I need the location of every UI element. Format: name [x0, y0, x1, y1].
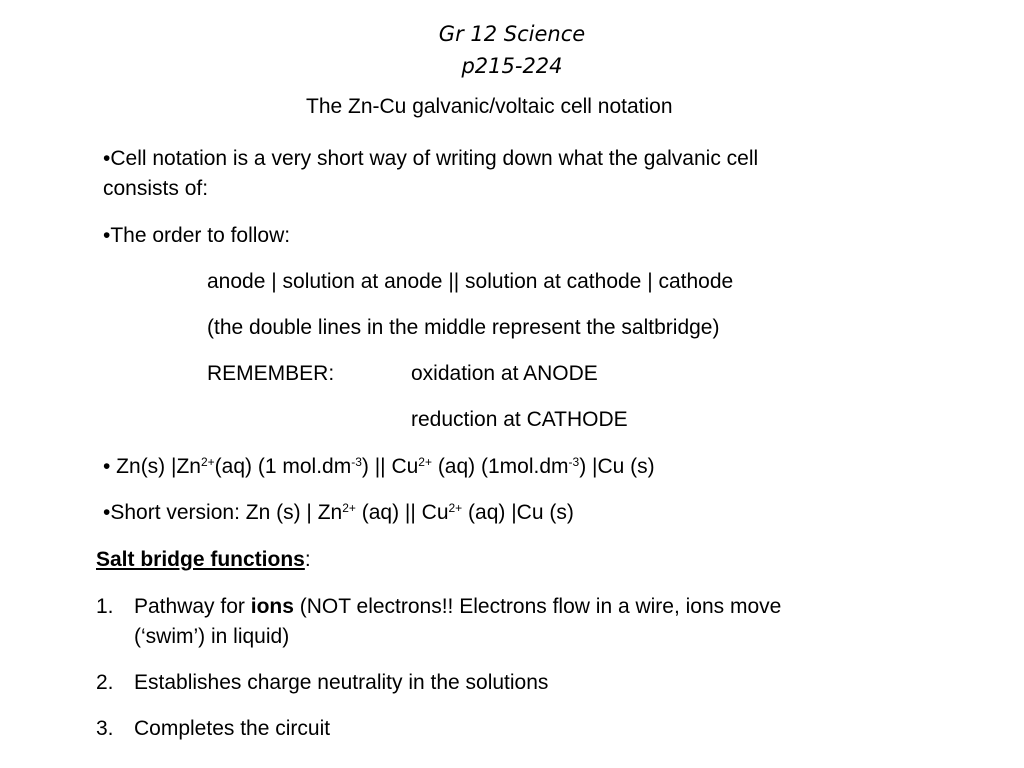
cell-notation-full: • Zn(s) $|Zn^{2+}(aq)$ (1 $mol.dm^{-3}$) || $Cu^{2+}$ (aq) $(1mol.dm^{-3})$ |Cu (s) [103, 455, 655, 478]
salt-bridge-heading: Salt bridge functions: [96, 548, 311, 571]
header-course: Gr 12 Science [438, 22, 586, 46]
salt-bridge-item-3: 3. Completes the circuit [96, 717, 331, 740]
salt-bridge-item-2: 2. Establishes charge neutrality in the solutions [96, 671, 549, 694]
cell-notation-short: •Short version: Zn (s) | $Zn^{2+}$ (aq) || $Cu^{2+}$ (aq) |Cu (s) [103, 501, 574, 524]
slide-title: The Zn-Cu galvanic/voltaic cell notation [306, 95, 673, 118]
bullet-cell-notation-line1: •Cell notation is a very short way of writing down what the galvanic cell [103, 147, 759, 170]
bullet-order: •The order to follow: [103, 224, 291, 247]
salt-bridge-item-1: 1. Pathway for ions (NOT electrons!! Electrons flow in a wire, ions move [96, 595, 782, 618]
remember-oxidation: oxidation at ANODE [411, 362, 598, 385]
bullet-cell-notation-line2: consists of: [103, 177, 209, 200]
order-line: anode | solution at anode || solution at cathode | cathode [207, 270, 734, 293]
remember-label: REMEMBER: [207, 362, 335, 385]
remember-reduction: reduction at CATHODE [411, 408, 628, 431]
header-pages: p215-224 [461, 54, 563, 78]
salt-bridge-item-1-line2: (‘swim’) in liquid) [134, 625, 290, 648]
saltbridge-note: (the double lines in the middle represent the saltbridge) [207, 316, 720, 339]
